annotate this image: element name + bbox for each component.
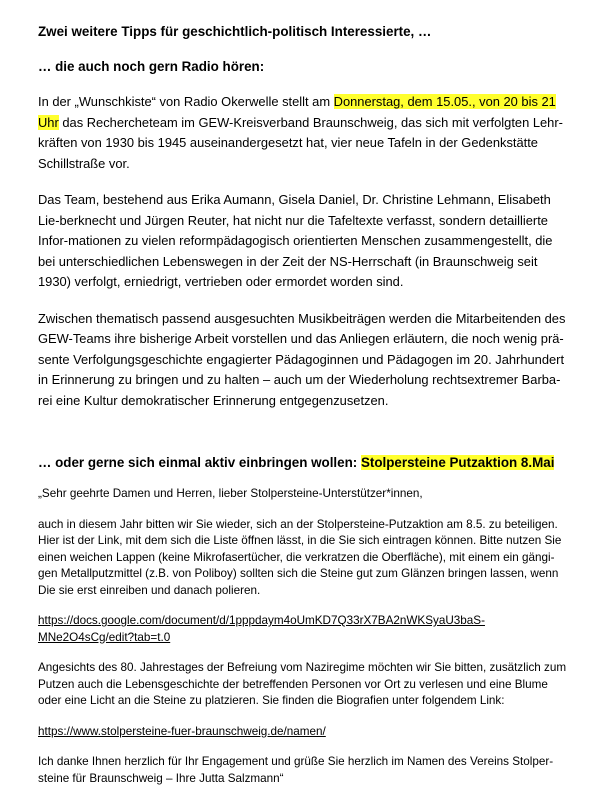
paragraph-team: Das Team, bestehend aus Erika Aumann, Gisela Daniel, Dr. Christine Lehmann, Elisabeth Lie-berknecht und Jürgen Reuter, hat nicht nur die Tafeltexte verfasst, sondern detaillierte Infor-mationen zu vielen reformpädagogisch orientierten Menschen zusammengestellt, die bei unterschiedlichen Lebenswegen in der Zeit der NS-Herrschaft (in Braunschweig seit 1930) verfolgt, erniedrigt, vertrieben oder ermordet worden sind.	[38, 192, 553, 289]
stolpersteine-link-line	[38, 724, 568, 741]
paragraph-music: Zwischen thematisch passend ausgesuchten Musikbeiträgen werden die Mitarbeitenden des GEW-Teams ihre bisherige Arbeit vorstellen und das Anliegen erläutern, die noch wenig prä-sente Verfolgungsgeschichte engagierter Pädagoginnen und Pädagogen im 20. Jahrhundert in Erinnerung zu bringen und zu halten – auch um der Wiederholung rechtsextremer Barba-rei eine Kultur demokratischer Erinnerung entgegenzusetzen.	[38, 310, 566, 408]
heading-text: … oder gerne sich einmal aktiv einbringen wollen:	[38, 455, 361, 470]
spacer	[38, 427, 568, 453]
section-heading-stolpersteine	[38, 453, 568, 473]
paragraph-text: das Rechercheteam im GEW-Kreisverband Braunschweig, das sich mit verfolgten Lehr-kräften von 1930 bis 1945 auseinandergesetzt hat, vier neue Tafeln in der Gedenkstätte Schillstraße vor.	[38, 114, 563, 171]
letter-body-2: Angesichts des 80. Jahrestages der Befreiung vom Naziregime möchten wir Sie bitten, zusätzlich zum Putzen auch die Lebensgeschichte der betreffenden Personen vor Ort zu verlesen und eine Blume oder eine Licht an die Steine zu platzieren. Sie finden die Biografien unter folgendem Link:	[38, 661, 567, 707]
stolpersteine-link[interactable]: https://www.stolpersteine-fuer-braunschweig.de/namen/	[38, 724, 326, 738]
letter-greeting: „Sehr geehrte Damen und Herren, lieber Stolpersteine-Unterstützer*innen,	[38, 487, 423, 500]
link-line-1[interactable]: https://docs.google.com/document/d/1pppdaym4oUmKD7Q33rX7BA2nWKSyaU3baS-	[38, 614, 485, 627]
highlighted-date: Donnerstag, dem 15.05., von 20 bis 21	[333, 94, 556, 109]
letter-closing: Ich danke Ihnen herzlich für Ihr Engagement und grüße Sie herzlich im Namen des Vereins Stolper-steine für Braunschweig – Ihre Jutta Salzmann“	[38, 755, 554, 785]
section-subheading-radio: … die auch noch gern Radio hören:	[38, 59, 265, 74]
paragraph-text: In der „Wunschkiste“ von Radio Okerwelle stellt am	[38, 94, 334, 109]
highlighted-time: Uhr	[38, 114, 59, 130]
paragraph-radio-announcement	[38, 92, 568, 174]
highlighted-event: Stolpersteine Putzaktion 8.Mai	[360, 455, 555, 470]
google-docs-link[interactable]	[38, 613, 568, 646]
document-page	[38, 22, 568, 801]
section-heading-tips: Zwei weitere Tipps für geschichtlich-politisch Interessierte, …	[38, 24, 432, 39]
link-line-2[interactable]: MNe2O4sCg/edit?tab=t.0	[38, 630, 171, 644]
letter-body-1: auch in diesem Jahr bitten wir Sie wieder, sich an der Stolpersteine-Putzaktion am 8.5. zu beteiligen. Hier ist der Link, mit dem sich die Liste öffnen lässt, in die Sie sich eintragen können. Bitte nutzen Sie einen weichen Lappen (keine Mikrofasertücher, die verkratzen die Oberfläche), mit einem ein gängi-gen Metallputzmittel (z.B. von Poliboy) sollten sich die Steine gut zum Glänzen bringen lassen, wenn Die sie erst einreiben und danach polieren.	[38, 517, 562, 597]
